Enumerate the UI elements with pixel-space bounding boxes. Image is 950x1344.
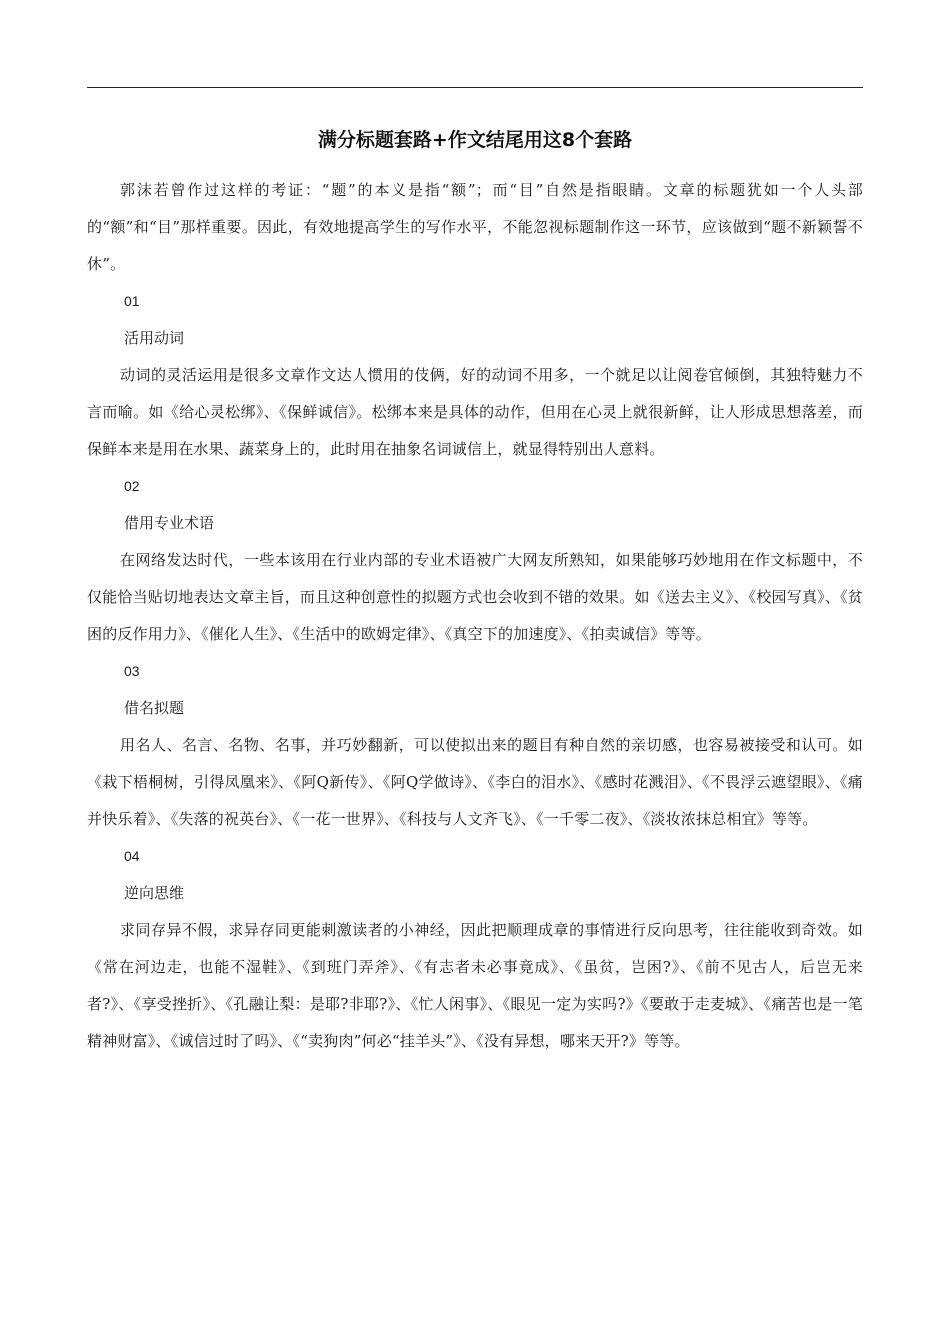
page-title: 满分标题套路+作文结尾用这8个套路 [317, 129, 633, 151]
section-body: 求同存异不假，求异存同更能刺激读者的小神经，因此把顺理成章的事情进行反向思考，往往能收到奇效。如《常在河边走，也能不湿鞋》、《到班门弄斧》、《有志者未必事竟成》、《虽贫，岂困?》、《前不见古人，后岂无来者?》、《享受挫折》、《孔融让梨：是耶?非耶?》、《忙人闲事》、《眼见一定为实吗?》《要敢于走麦城》、《痛苦也是一笔精神财富》、《诚信过时了吗》、《“卖狗肉”何必“挂羊头”》、《没有异想，哪来天开?》等等。 [87, 921, 863, 1050]
section-number: 02 [124, 478, 140, 494]
header-rule [87, 87, 863, 88]
intro-paragraph: 郭沫若曾作过这样的考证：“题”的本义是指“额”；而“目”自然是指眼睛。文章的标题犹如一个人头部的“额”和“目”那样重要。因此，有效地提高学生的写作水平，不能忽视标题制作这一环节，应该做到“题不新颖誓不休”。 [87, 181, 863, 273]
section-heading: 活用动词 [124, 329, 185, 347]
section-heading: 借用专业术语 [124, 514, 215, 532]
section-heading: 逆向思维 [124, 884, 185, 902]
section-number: 04 [124, 848, 140, 864]
section-heading: 借名拟题 [124, 699, 185, 717]
section-body: 在网络发达时代，一些本该用在行业内部的专业术语被广大网友所熟知，如果能够巧妙地用在作文标题中，不仅能恰当贴切地表达文章主旨，而且这种创意性的拟题方式也会收到不错的效果。如《送去主义》、《校园写真》、《贫困的反作用力》、《催化人生》、《生活中的欧姆定律》、《真空下的加速度》、《拍卖诚信》等等。 [87, 551, 863, 643]
section-body: 动词的灵活运用是很多文章作文达人惯用的伎俩，好的动词不用多，一个就足以让阅卷官倾倒，其独特魅力不言而喻。如《给心灵松绑》、《保鲜诚信》。松绑本来是具体的动作，但用在心灵上就很新鲜，让人形成思想落差，而保鲜本来是用在水果、蔬菜身上的，此时用在抽象名词诚信上，就显得特别出人意料。 [87, 366, 863, 458]
document-body [87, 172, 863, 1060]
section-number: 03 [124, 663, 140, 679]
section-body: 用名人、名言、名物、名事，并巧妙翻新，可以使拟出来的题目有种自然的亲切感，也容易被接受和认可。如《栽下梧桐树，引得凤凰来》、《阿Q新传》、《阿Q学做诗》、《李白的泪水》、《感时花溅泪》、《不畏浮云遮望眼》、《痛并快乐着》、《失落的祝英台》、《一花一世界》、《科技与人文齐飞》、《一千零二夜》、《淡妆浓抹总相宜》等等。 [87, 736, 863, 828]
section-number: 01 [124, 293, 140, 309]
section-03 [87, 653, 863, 838]
section-01 [87, 283, 863, 468]
section-02 [87, 468, 863, 653]
section-04 [87, 838, 863, 1060]
